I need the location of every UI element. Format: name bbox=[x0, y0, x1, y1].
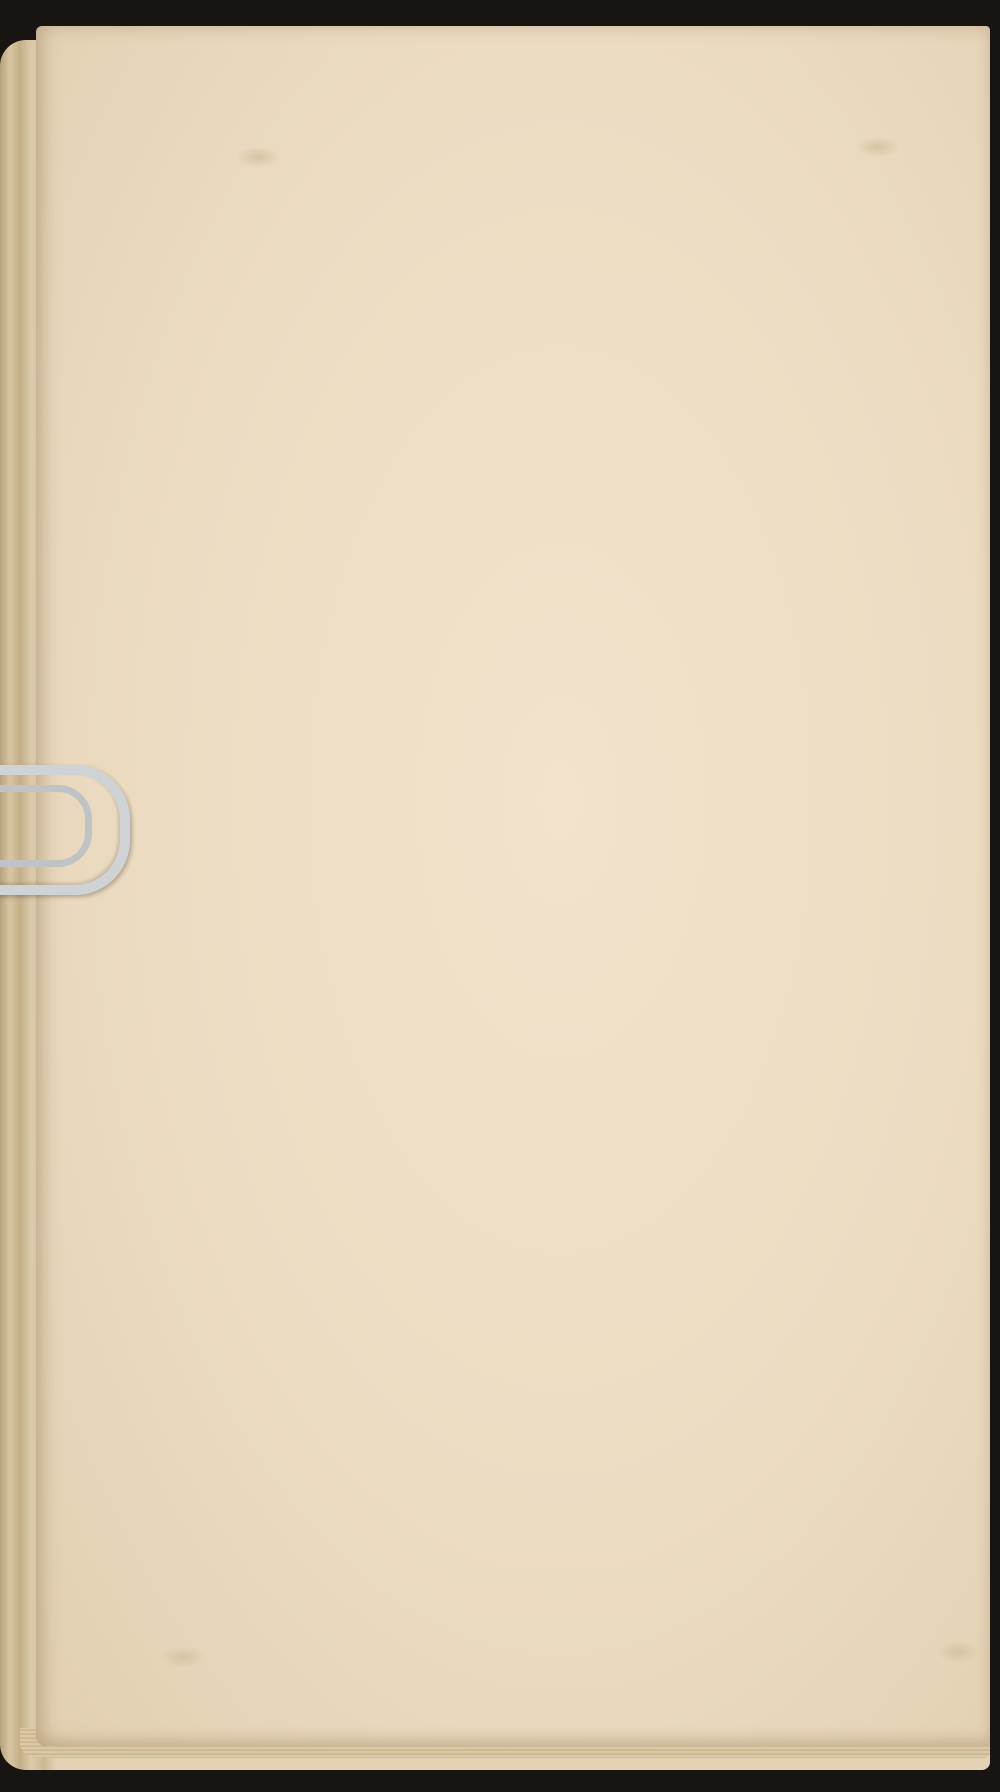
paper-clip-inner bbox=[0, 785, 92, 867]
book-page bbox=[36, 26, 990, 1746]
paper-dent bbox=[856, 136, 900, 158]
paper-dent bbox=[236, 146, 280, 168]
paper-dent bbox=[936, 1641, 980, 1663]
paper-dent bbox=[161, 1646, 205, 1668]
running-header bbox=[230, 78, 260, 119]
